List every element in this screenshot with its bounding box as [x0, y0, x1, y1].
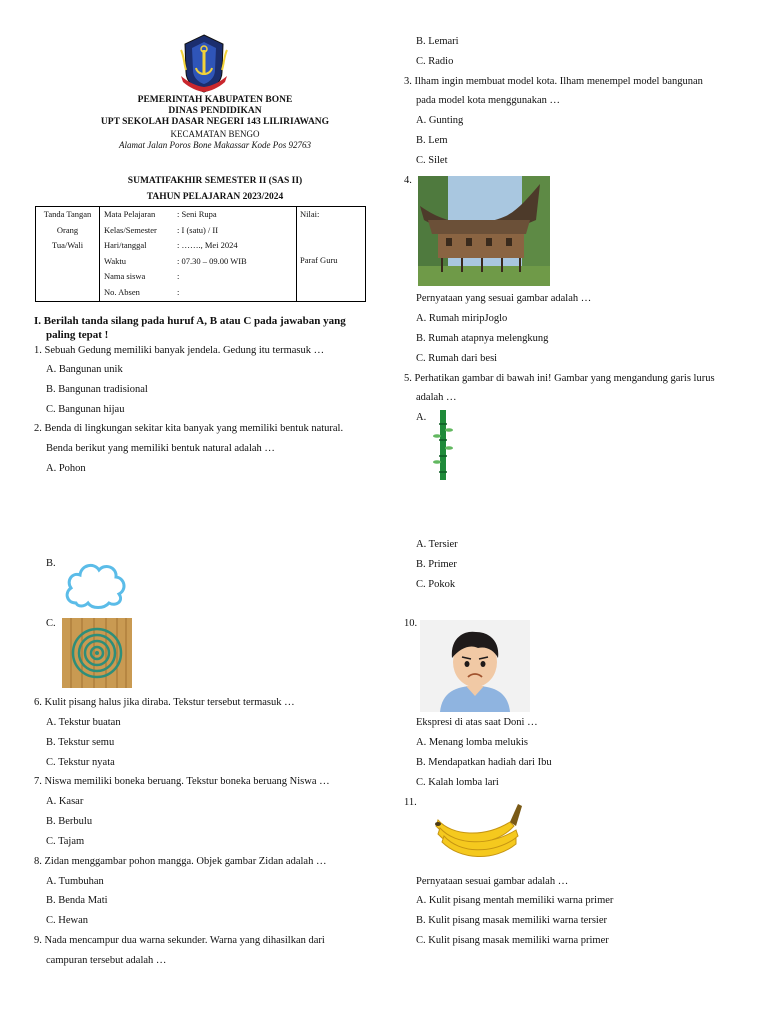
q5-option-a: A. [416, 412, 427, 423]
q2-option-c: C. Radio [416, 56, 454, 67]
q4-option-a: A. Rumah miripJoglo [416, 313, 508, 324]
q1-option-a: A. Bangunan unik [46, 364, 123, 375]
date-value: : ……., Mei 2024 [177, 240, 238, 250]
q6-option-b: B. Tekstur semu [46, 737, 115, 748]
time-value: : 07.30 – 09.00 WIB [177, 255, 247, 266]
wooden-spiral-image [62, 618, 132, 688]
school-emblem [178, 32, 230, 94]
sad-boy-image [420, 620, 530, 712]
q10-option-c: C. Kalah lomba lari [416, 777, 499, 788]
q7-option-a: A. Kasar [46, 796, 84, 807]
agency-title: DINAS PENDIDIKAN [168, 106, 262, 116]
absence-number-value: : [177, 286, 180, 297]
exam-year: TAHUN PELAJARAN 2023/2024 [146, 192, 284, 202]
student-name-value: : [177, 271, 180, 281]
question-10-number: 10. [404, 618, 418, 629]
question-2-line2: Benda berikut yang memiliki bentuk natural adalah … [46, 443, 275, 454]
instruction-line2: paling tepat ! [46, 329, 109, 341]
q2-option-b: B. Lemari [416, 36, 459, 47]
q3-option-a: A. Gunting [416, 115, 464, 126]
district: KECAMATAN BENGO [170, 129, 260, 139]
exam-title: SUMATIFAKHIR SEMESTER II (SAS II) [127, 176, 303, 186]
question-5-line2: adalah … [416, 392, 457, 403]
question-11-number: 11. [404, 797, 417, 808]
question-3-line2: pada model kota menggunakan … [416, 95, 561, 106]
q3-option-c: C. Silet [416, 155, 448, 166]
q6-option-a: A. Tekstur buatan [46, 717, 121, 728]
q2-option-b-letter: B. [46, 558, 56, 569]
banana-image [432, 798, 524, 862]
q2-option-c-letter: C. [46, 618, 56, 629]
question-10: Ekspresi di atas saat Doni … [416, 717, 538, 728]
q10-option-a: A. Menang lomba melukis [416, 737, 528, 748]
q8-option-b: B. Benda Mati [46, 895, 108, 906]
question-6: 6. Kulit pisang halus jika diraba. Tekstur tersebut termasuk … [34, 697, 295, 708]
date-label: Hari/tanggal [104, 240, 147, 250]
q7-option-c: C. Tajam [46, 836, 85, 847]
info-values [177, 207, 247, 300]
cloud-image [62, 555, 128, 611]
q9-option-a: A. Tersier [416, 539, 458, 550]
q11-option-a: A. Kulit pisang mentah memiliki warna primer [416, 895, 614, 906]
q9-option-c: C. Pokok [416, 579, 456, 590]
traditional-house-image [418, 176, 550, 286]
q3-option-b: B. Lem [416, 135, 448, 146]
question-8: 8. Zidan menggambar pohon mangga. Objek gambar Zidan adalah … [34, 856, 327, 867]
question-9-line2: campuran tersebut adalah … [46, 955, 167, 966]
question-1: 1. Sebuah Gedung memiliki banyak jendela. Gedung itu termasuk … [34, 345, 325, 356]
question-4-number: 4. [404, 175, 412, 186]
q4-option-c: C. Rumah dari besi [416, 353, 498, 364]
q4-option-b: B. Rumah atapnya melengkung [416, 333, 549, 344]
question-9-line1: 9. Nada mencampur dua warna sekunder. Warna yang dihasilkan dari [34, 935, 325, 946]
subject-value: : Seni Rupa [177, 209, 217, 219]
absence-number-label: No. Absen [104, 286, 140, 297]
teacher-initial-label: Paraf Guru [300, 255, 338, 265]
q6-option-c: C. Tekstur nyata [46, 757, 115, 768]
q7-option-b: B. Berbulu [46, 816, 93, 827]
parent-signature-cell: Tanda Tangan Orang Tua/Wali [43, 209, 92, 250]
question-4: Pernyataan yang sesuai gambar adalah … [416, 293, 592, 304]
question-5-line1: 5. Perhatikan gambar di bawah ini! Gambar yang mengandung garis lurus [404, 373, 715, 384]
class-label: Kelas/Semester [104, 224, 157, 235]
school-address: Alamat Jalan Poros Bone Makassar Kode Pos 92763 [119, 140, 311, 150]
q8-option-c: C. Hewan [46, 915, 88, 926]
question-7: 7. Niswa memiliki boneka beruang. Tekstur boneka beruang Niswa … [34, 776, 330, 787]
q11-option-c: C. Kulit pisang masak memiliki warna primer [416, 935, 609, 946]
info-labels [104, 207, 157, 300]
question-3-line1: 3. Ilham ingin membuat model kota. Ilham menempel model bangunan [404, 76, 703, 87]
bamboo-image [432, 410, 454, 480]
instruction-line1: I. Berilah tanda silang pada huruf A, B atau C pada jawaban yang [34, 315, 346, 327]
student-name-label: Nama siswa [104, 271, 146, 281]
q2-option-a: A. Pohon [46, 463, 86, 474]
school-name: UPT SEKOLAH DASAR NEGERI 143 LILIRIAWANG [100, 117, 330, 127]
q1-option-c: C. Bangunan hijau [46, 404, 125, 415]
q9-option-b: B. Primer [416, 559, 457, 570]
subject-label: Mata Pelajaran [104, 209, 156, 219]
q1-option-b: B. Bangunan tradisional [46, 384, 148, 395]
question-11: Pernyataan sesuai gambar adalah … [416, 876, 569, 887]
q10-option-b: B. Mendapatkan hadiah dari Ibu [416, 757, 552, 768]
time-label: Waktu [104, 255, 126, 266]
q11-option-b: B. Kulit pisang masak memiliki warna tersier [416, 915, 607, 926]
class-value: : I (satu) / II [177, 224, 219, 235]
gov-title: PEMERINTAH KABUPATEN BONE [137, 95, 293, 105]
score-label: Nilai: [300, 209, 320, 219]
question-2-line1: 2. Benda di lingkungan sekitar kita banyak yang memiliki bentuk natural. [34, 423, 344, 434]
q8-option-a: A. Tumbuhan [46, 876, 104, 887]
